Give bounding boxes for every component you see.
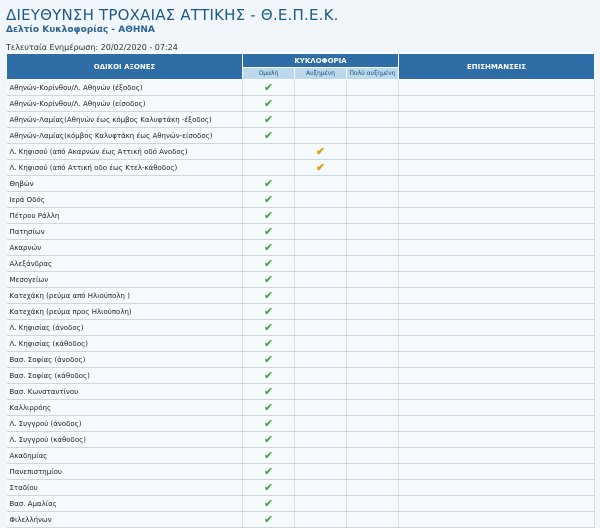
- road-name: Αλεξάνδρας: [7, 256, 243, 272]
- check-icon: ✔: [263, 273, 274, 286]
- status-cell-very-increased: [347, 96, 399, 112]
- status-cell-increased: [295, 304, 347, 320]
- check-icon: ✔: [263, 337, 274, 350]
- note-cell: [399, 176, 595, 192]
- road-name: Καλλιρρόης: [7, 400, 243, 416]
- note-cell: [399, 192, 595, 208]
- status-cell-normal: [243, 240, 295, 256]
- status-cell-normal: [243, 352, 295, 368]
- status-cell-very-increased: [347, 400, 399, 416]
- check-icon: ✔: [263, 353, 274, 366]
- check-icon: ✔: [263, 129, 274, 142]
- check-icon: ✔: [263, 385, 274, 398]
- status-cell-very-increased: [347, 272, 399, 288]
- note-cell: [399, 272, 595, 288]
- page-subtitle: Δελτίο Κυκλοφορίας - ΑΘΗΝΑ: [6, 25, 155, 35]
- traffic-rows: [7, 80, 595, 528]
- status-cell-normal: [243, 128, 295, 144]
- status-cell-normal: [243, 208, 295, 224]
- status-cell-normal: [243, 448, 295, 464]
- note-cell: [399, 96, 595, 112]
- note-cell: [399, 112, 595, 128]
- road-name: Αθηνών-Λαμίας(κόμβος Καλυφτάκη έως Αθηνών-είσοδος): [7, 128, 243, 144]
- status-cell-very-increased: [347, 208, 399, 224]
- check-icon: ✔: [263, 177, 274, 190]
- status-cell-normal: [243, 176, 295, 192]
- note-cell: [399, 208, 595, 224]
- road-name: Πανεπιστημίου: [7, 464, 243, 480]
- road-name: Λ. Κηφισού (από Ακαρνών έως Αττική οδό Ανοδος): [7, 144, 243, 160]
- road-name: Λ. Κηφισίας (άνοδος): [7, 320, 243, 336]
- road-name: Ιερά Οδός: [7, 192, 243, 208]
- table-row: [7, 256, 595, 272]
- status-cell-increased: [295, 112, 347, 128]
- road-name: Σταδίου: [7, 480, 243, 496]
- table-row: [7, 384, 595, 400]
- note-cell: [399, 368, 595, 384]
- note-cell: [399, 496, 595, 512]
- check-icon: ✔: [263, 465, 274, 478]
- note-cell: [399, 128, 595, 144]
- road-name: Λ. Κηφισίας (κάθοδος): [7, 336, 243, 352]
- table-row: [7, 432, 595, 448]
- note-cell: [399, 160, 595, 176]
- status-cell-very-increased: [347, 480, 399, 496]
- status-cell-increased: [295, 224, 347, 240]
- check-icon: ✔: [263, 289, 274, 302]
- status-cell-very-increased: [347, 368, 399, 384]
- status-cell-very-increased: [347, 416, 399, 432]
- status-cell-increased: [295, 512, 347, 528]
- status-cell-increased: [295, 448, 347, 464]
- status-cell-normal: [243, 192, 295, 208]
- table-row: [7, 224, 595, 240]
- road-name: Λ. Συγγρού (άνοδος): [7, 416, 243, 432]
- check-icon: ✔: [315, 145, 326, 158]
- table-row: [7, 352, 595, 368]
- status-cell-normal: [243, 512, 295, 528]
- status-cell-very-increased: [347, 224, 399, 240]
- check-icon: ✔: [263, 433, 274, 446]
- status-cell-very-increased: [347, 144, 399, 160]
- road-name: Λ. Κηφισού (από Αττική οδο έως Κτελ-κάθοδος): [7, 160, 243, 176]
- status-cell-very-increased: [347, 80, 399, 96]
- table-row: [7, 176, 595, 192]
- status-cell-normal: [243, 496, 295, 512]
- check-icon: ✔: [263, 193, 274, 206]
- road-name: Ακαρνών: [7, 240, 243, 256]
- status-cell-increased: [295, 160, 347, 176]
- status-cell-normal: [243, 288, 295, 304]
- check-icon: ✔: [263, 513, 274, 526]
- status-cell-increased: [295, 368, 347, 384]
- table-row: [7, 304, 595, 320]
- status-cell-normal: [243, 272, 295, 288]
- status-cell-normal: [243, 304, 295, 320]
- table-row: [7, 192, 595, 208]
- note-cell: [399, 144, 595, 160]
- status-cell-increased: [295, 240, 347, 256]
- note-cell: [399, 240, 595, 256]
- status-cell-very-increased: [347, 496, 399, 512]
- check-icon: ✔: [263, 257, 274, 270]
- note-cell: [399, 464, 595, 480]
- road-name: Ακαδημίας: [7, 448, 243, 464]
- traffic-table: [6, 53, 595, 528]
- table-row: [7, 448, 595, 464]
- status-cell-increased: [295, 384, 347, 400]
- status-cell-very-increased: [347, 512, 399, 528]
- status-cell-normal: [243, 368, 295, 384]
- table-row: [7, 128, 595, 144]
- status-cell-normal: [243, 416, 295, 432]
- table-row: [7, 144, 595, 160]
- status-cell-increased: [295, 496, 347, 512]
- status-cell-very-increased: [347, 464, 399, 480]
- road-name: Βασ. Σοφίας (άνοδος): [7, 352, 243, 368]
- table-row: [7, 112, 595, 128]
- check-icon: ✔: [263, 449, 274, 462]
- check-icon: ✔: [263, 81, 274, 94]
- check-icon: ✔: [263, 241, 274, 254]
- status-cell-normal: [243, 400, 295, 416]
- note-cell: [399, 480, 595, 496]
- status-cell-very-increased: [347, 448, 399, 464]
- check-icon: ✔: [263, 497, 274, 510]
- table-row: [7, 288, 595, 304]
- last-updated: Τελευταία Ενημέρωση: 20/02/2020 - 07:24: [6, 43, 178, 52]
- road-name: Κατεχάκη (ρεύμα από Ηλιούπολη ): [7, 288, 243, 304]
- status-cell-very-increased: [347, 384, 399, 400]
- status-cell-normal: [243, 320, 295, 336]
- status-cell-increased: [295, 416, 347, 432]
- note-cell: [399, 80, 595, 96]
- road-name: Λ. Συγγρού (κάθοδος): [7, 432, 243, 448]
- table-row: [7, 496, 595, 512]
- note-cell: [399, 512, 595, 528]
- check-icon: ✔: [263, 305, 274, 318]
- status-cell-normal: [243, 144, 295, 160]
- status-cell-increased: [295, 480, 347, 496]
- status-cell-very-increased: [347, 288, 399, 304]
- table-row: [7, 80, 595, 96]
- status-cell-very-increased: [347, 256, 399, 272]
- table-row: [7, 512, 595, 528]
- check-icon: ✔: [263, 225, 274, 238]
- note-cell: [399, 336, 595, 352]
- note-cell: [399, 320, 595, 336]
- header-roads: ΟΔΙΚΟΙ ΑΞΟΝΕΣ: [7, 54, 243, 80]
- status-cell-normal: [243, 224, 295, 240]
- table-row: [7, 480, 595, 496]
- check-icon: ✔: [263, 113, 274, 126]
- status-cell-increased: [295, 144, 347, 160]
- table-row: [7, 272, 595, 288]
- status-cell-increased: [295, 400, 347, 416]
- table-row: [7, 464, 595, 480]
- header-very-increased: Πολύ αυξημένη: [347, 68, 399, 80]
- status-cell-increased: [295, 464, 347, 480]
- status-cell-very-increased: [347, 128, 399, 144]
- note-cell: [399, 256, 595, 272]
- check-icon: ✔: [315, 161, 326, 174]
- check-icon: ✔: [263, 369, 274, 382]
- road-name: Φιλελλήνων: [7, 512, 243, 528]
- check-icon: ✔: [263, 417, 274, 430]
- status-cell-increased: [295, 96, 347, 112]
- note-cell: [399, 288, 595, 304]
- table-row: [7, 336, 595, 352]
- status-cell-very-increased: [347, 160, 399, 176]
- status-cell-increased: [295, 320, 347, 336]
- road-name: Πατησίων: [7, 224, 243, 240]
- note-cell: [399, 416, 595, 432]
- page-title: ΔΙΕΥΘΥΝΣΗ ΤΡΟΧΑΙΑΣ ΑΤΤΙΚΗΣ - Θ.Ε.Π.Ε.Κ.: [6, 6, 339, 24]
- status-cell-increased: [295, 256, 347, 272]
- road-name: Βασ. Κωνσταντίνου: [7, 384, 243, 400]
- header-increased: Αυξημένη: [295, 68, 347, 80]
- table-row: [7, 400, 595, 416]
- status-cell-normal: [243, 96, 295, 112]
- status-cell-very-increased: [347, 304, 399, 320]
- note-cell: [399, 448, 595, 464]
- road-name: Αθηνών-Λαμίας(Αθηνών έως κόμβος Καλυφτάκη -έξοδος): [7, 112, 243, 128]
- status-cell-normal: [243, 432, 295, 448]
- status-cell-normal: [243, 112, 295, 128]
- status-cell-increased: [295, 192, 347, 208]
- road-name: Βασ. Αμαλίας: [7, 496, 243, 512]
- check-icon: ✔: [263, 209, 274, 222]
- status-cell-increased: [295, 288, 347, 304]
- road-name: Πέτρου Ράλλη: [7, 208, 243, 224]
- check-icon: ✔: [263, 481, 274, 494]
- status-cell-increased: [295, 80, 347, 96]
- check-icon: ✔: [263, 321, 274, 334]
- road-name: Αθηνών-Κορίνθου/Λ. Αθηνών (έξοδος): [7, 80, 243, 96]
- status-cell-very-increased: [347, 336, 399, 352]
- status-cell-increased: [295, 336, 347, 352]
- status-cell-normal: [243, 480, 295, 496]
- status-cell-increased: [295, 352, 347, 368]
- status-cell-very-increased: [347, 432, 399, 448]
- road-name: Βασ. Σοφίας (κάθοδος): [7, 368, 243, 384]
- note-cell: [399, 384, 595, 400]
- status-cell-increased: [295, 432, 347, 448]
- header-normal: Ομαλή: [243, 68, 295, 80]
- note-cell: [399, 224, 595, 240]
- note-cell: [399, 352, 595, 368]
- status-cell-very-increased: [347, 352, 399, 368]
- status-cell-normal: [243, 80, 295, 96]
- status-cell-very-increased: [347, 176, 399, 192]
- status-cell-very-increased: [347, 240, 399, 256]
- table-row: [7, 320, 595, 336]
- status-cell-increased: [295, 272, 347, 288]
- table-row: [7, 416, 595, 432]
- header-notes: ΕΠΙΣΗΜΑΝΣΕΙΣ: [399, 54, 595, 80]
- status-cell-very-increased: [347, 320, 399, 336]
- status-cell-very-increased: [347, 192, 399, 208]
- road-name: Κατεχάκη (ρεύμα προς Ηλιούπολη): [7, 304, 243, 320]
- header-traffic: ΚΥΚΛΟΦΟΡΙΑ: [243, 54, 399, 68]
- status-cell-increased: [295, 128, 347, 144]
- table-row: [7, 160, 595, 176]
- status-cell-normal: [243, 464, 295, 480]
- road-name: Θηβών: [7, 176, 243, 192]
- check-icon: ✔: [263, 401, 274, 414]
- status-cell-normal: [243, 256, 295, 272]
- status-cell-increased: [295, 176, 347, 192]
- check-icon: ✔: [263, 97, 274, 110]
- note-cell: [399, 400, 595, 416]
- table-row: [7, 208, 595, 224]
- table-row: [7, 368, 595, 384]
- status-cell-normal: [243, 336, 295, 352]
- note-cell: [399, 432, 595, 448]
- note-cell: [399, 304, 595, 320]
- road-name: Αθηνών-Κορίνθου/Λ. Αθηνών (είσοδος): [7, 96, 243, 112]
- status-cell-normal: [243, 384, 295, 400]
- road-name: Μεσογείων: [7, 272, 243, 288]
- status-cell-very-increased: [347, 112, 399, 128]
- table-row: [7, 240, 595, 256]
- status-cell-increased: [295, 208, 347, 224]
- status-cell-normal: [243, 160, 295, 176]
- table-row: [7, 96, 595, 112]
